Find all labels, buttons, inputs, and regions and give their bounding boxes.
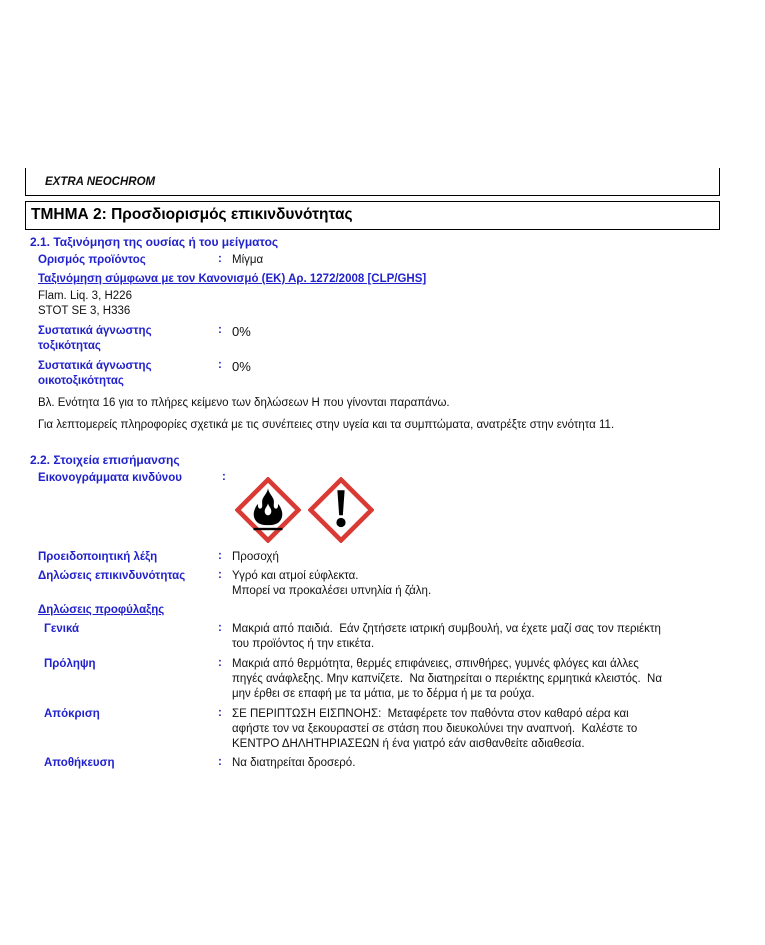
colon-separator: : bbox=[218, 707, 222, 719]
unknown-ecotoxicity-label: Συστατικά άγνωστης οικοτοξικότητας bbox=[38, 360, 152, 387]
colon-separator: : bbox=[218, 253, 222, 265]
unknown-ecotoxicity-value: 0% bbox=[232, 359, 251, 374]
colon-separator: : bbox=[218, 569, 222, 581]
unknown-toxicity-label: Συστατικά άγνωστης τοξικότητας bbox=[38, 325, 152, 352]
document-header-box bbox=[25, 168, 720, 196]
section-2-banner bbox=[25, 201, 720, 230]
product-definition-value: Μίγμα bbox=[232, 254, 264, 266]
general-value: Μακριά από παιδιά. Εάν ζητήσετε ιατρική συμβουλή, να έχετε μαζί σας τον περιέκτη του προϊόντος ή την ετικέτα. bbox=[232, 623, 661, 651]
section-2-title: ΤΜΗΜΑ 2: Προσδιορισμός επικινδυνότητας bbox=[31, 206, 353, 223]
note-h-statements: Βλ. Ενότητα 16 για το πλήρες κείμενο των δηλώσεων H που γίνονται παραπάνω. bbox=[38, 397, 450, 409]
storage-value: Να διατηρείται δροσερό. bbox=[232, 757, 356, 769]
classification-lines: Flam. Liq. 3, H226 STOT SE 3, H336 bbox=[38, 290, 132, 318]
exclamation-icon bbox=[308, 477, 374, 543]
hazard-pictograms-label: Εικονογράμματα κινδύνου bbox=[38, 472, 182, 484]
hazard-statements-label: Δηλώσεις επικινδυνότητας bbox=[38, 570, 186, 582]
prevention-value: Μακριά από θερμότητα, θερμές επιφάνειες, σπινθήρες, γυμνές φλόγες και άλλες πηγές ανάφλεξης. Μην καπνίζετε. Να διατηρείται ο περιέκτης ερμητικά κλειστός. Να μην έρθει σε επαφή με τα μάτια, με το δέρμα ή με τα ρούχα. bbox=[232, 658, 662, 701]
ghs02-flame-pictogram bbox=[235, 477, 301, 543]
colon-separator: : bbox=[218, 324, 222, 336]
heading-2-2: 2.2. Στοιχεία επισήμανσης bbox=[30, 453, 180, 467]
storage-label: Αποθήκευση bbox=[44, 757, 115, 769]
classification-heading: Ταξινόμηση σύμφωνα με τον Κανονισμό (ΕΚ) Αρ. 1272/2008 [CLP/GHS] bbox=[38, 273, 427, 285]
hazard-statements-value: Υγρό και ατμοί εύφλεκτα. Μπορεί να προκαλέσει υπνηλία ή ζάλη. bbox=[232, 570, 432, 598]
general-label: Γενικά bbox=[44, 623, 80, 635]
colon-separator: : bbox=[218, 359, 222, 371]
signal-word-label: Προειδοποιητική λέξη bbox=[38, 551, 158, 563]
product-name: EXTRA NEOCHROM bbox=[45, 176, 156, 188]
colon-separator: : bbox=[218, 657, 222, 669]
product-definition-label: Ορισμός προϊόντος bbox=[38, 254, 146, 266]
colon-separator: : bbox=[222, 471, 226, 483]
heading-2-1: 2.1. Ταξινόμηση της ουσίας ή του μείγματος bbox=[30, 235, 279, 249]
colon-separator: : bbox=[218, 756, 222, 768]
precautionary-heading: Δηλώσεις προφύλαξης bbox=[38, 604, 165, 616]
flame-icon bbox=[235, 477, 301, 543]
signal-word-value: Προσοχή bbox=[232, 551, 279, 563]
note-health-effects: Για λεπτομερείς πληροφορίες σχετικά με τις συνέπειες στην υγεία και τα συμπτώματα, ανατρέξτε στην ενότητα 11. bbox=[38, 419, 615, 431]
prevention-label: Πρόληψη bbox=[44, 658, 96, 670]
colon-separator: : bbox=[218, 550, 222, 562]
colon-separator: : bbox=[218, 622, 222, 634]
response-value: ΣΕ ΠΕΡΙΠΤΩΣΗ ΕΙΣΠΝΟΗΣ: Μεταφέρετε τον παθόντα στον καθαρό αέρα και αφήστε τον να ξεκουραστεί σε στάση που διευκολύνει την αναπνοή. Καλέστε το ΚΕΝΤΡΟ ΔΗΛΗΤΗΡΙΑΣΕΩΝ ή ένα γιατρό εάν αισθανθείτε αδιαθεσία. bbox=[232, 708, 638, 751]
response-label: Απόκριση bbox=[44, 708, 100, 720]
ghs07-exclamation-pictogram bbox=[308, 477, 374, 543]
unknown-toxicity-value: 0% bbox=[232, 324, 251, 339]
